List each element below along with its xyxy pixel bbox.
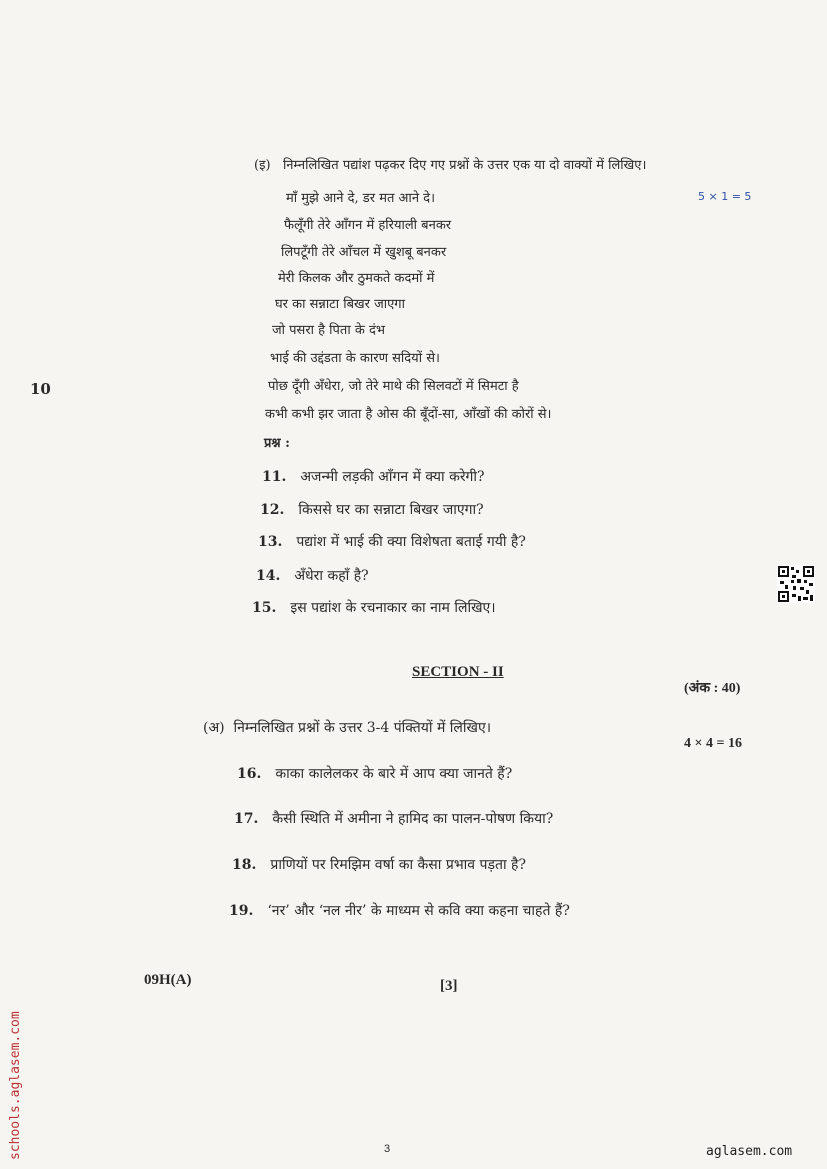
paper-code: 09H(A) <box>144 972 192 988</box>
poem-line: कभी कभी झर जाता है ओस की बूँदों-सा, आँखों की कोरों से। <box>265 407 552 422</box>
questions-label: प्रश्न : <box>264 436 290 451</box>
poem-line: फैलूँगी तेरे आँगन में हरियाली बनकर <box>284 218 452 233</box>
question-item: 12. किससे घर का सन्नाटा बिखर जाएगा? <box>260 502 484 518</box>
page-number: 3 <box>384 1143 391 1155</box>
question-item: 13. पद्यांश में भाई की क्या विशेषता बताई गयी है? <box>258 534 526 550</box>
handwritten-marks: 5 × 1 = 5 <box>698 190 752 203</box>
part-label: (अ) <box>203 720 225 736</box>
question-item: 18. प्राणियों पर रिमझिम वर्षा का कैसा प्रभाव पड़ता है? <box>232 857 526 873</box>
part-label: (इ) <box>254 158 271 173</box>
part-marks: 4 × 4 = 16 <box>684 736 742 751</box>
qr-code <box>777 565 815 603</box>
site-name: aglasem.com <box>706 1144 793 1159</box>
poem-line: माँ मुझे आने दे, डर मत आने दे। <box>286 191 435 206</box>
poem-line: घर का सन्नाटा बिखर जाएगा <box>275 297 405 312</box>
poem-line: भाई की उद्दंडता के कारण सदियों से। <box>270 351 440 366</box>
page-label: [3] <box>440 978 458 994</box>
part-instruction <box>203 718 491 737</box>
poem-line: मेरी किलक और ठुमकते कदमों में <box>278 271 435 286</box>
section-title: SECTION - II <box>412 664 504 680</box>
instruction-text: निम्नलिखित पद्यांश पढ़कर दिए गए प्रश्नों के उत्तर एक या दो वाक्यों में लिखिए। <box>282 158 647 173</box>
side-watermark: schools.aglasem.com <box>8 1011 23 1160</box>
instruction-text: निम्नलिखित प्रश्नों के उत्तर 3-4 पंक्तियों में लिखिए। <box>233 720 492 736</box>
margin-number: 10 <box>30 380 51 398</box>
passage-instruction <box>254 155 646 173</box>
question-item: 19. ‘नर’ और ‘नल नीर’ के माध्यम से कवि क्या कहना चाहते हैं? <box>229 903 570 919</box>
poem-line: जो पसरा है पिता के दंभ <box>272 323 385 338</box>
section-total-marks: (अंक : 40) <box>684 681 741 696</box>
question-item: 16. काका कालेलकर के बारे में आप क्या जानते हैं? <box>237 766 513 782</box>
question-item: 15. इस पद्यांश के रचनाकार का नाम लिखिए। <box>252 600 496 616</box>
poem-line: लिपटूँगी तेरे आँचल में खुशबू बनकर <box>281 245 447 260</box>
question-item: 14. अँधेरा कहाँ है? <box>256 568 369 584</box>
question-item: 11. अजन्मी लड़की आँगन में क्या करेगी? <box>262 469 485 485</box>
poem-line: पोछ दूँगी अँधेरा, जो तेरे माथे की सिलवटों में सिमटा है <box>268 379 519 394</box>
question-item: 17. कैसी स्थिति में अमीना ने हामिद का पालन-पोषण किया? <box>234 811 554 827</box>
